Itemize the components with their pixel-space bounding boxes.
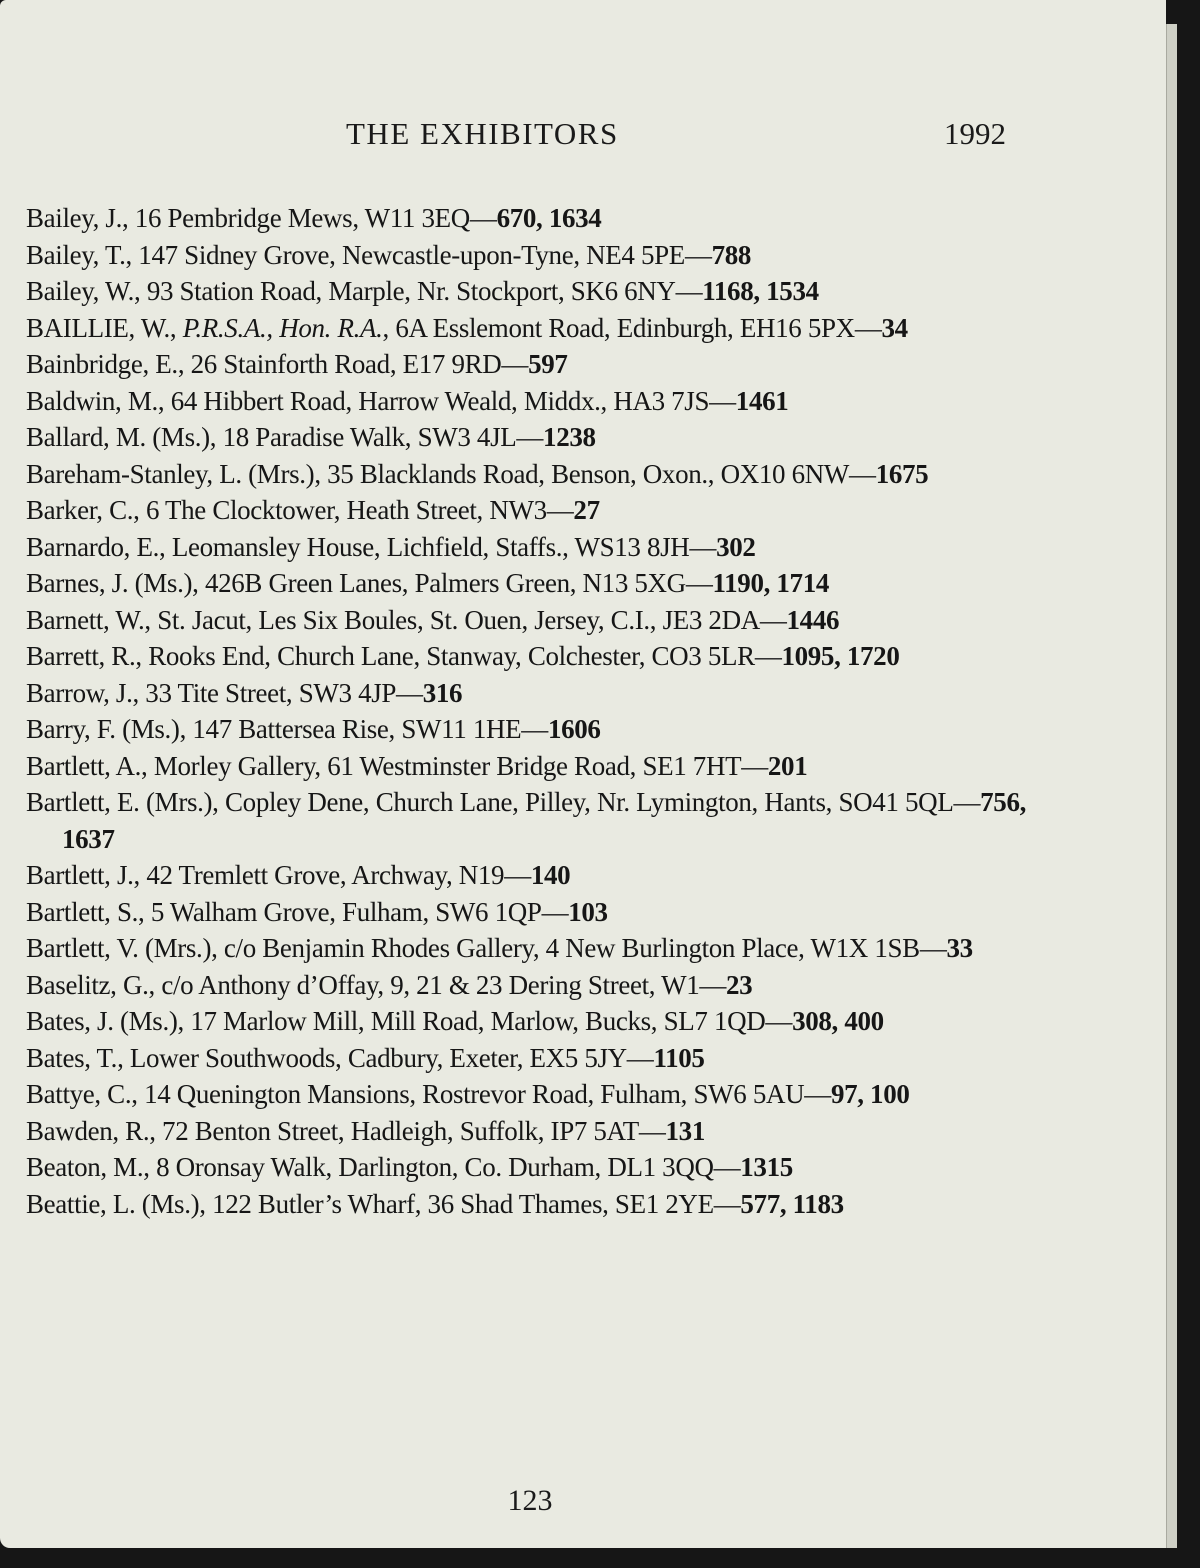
exhibit-numbers: 97, 100 <box>830 1079 910 1109</box>
exhibitor-entry: Ballard, M. (Ms.), 18 Paradise Walk, SW3 4JL—1238 <box>26 422 596 452</box>
exhibitor-address: 33 Tite Street, SW3 4JP <box>145 677 397 708</box>
exhibitor-name: Bartlett, J. <box>26 860 134 890</box>
exhibitor-address: 26 Stainforth Road, E17 9RD <box>190 349 502 379</box>
exhibit-numbers: 788 <box>711 239 752 270</box>
exhibitor-address: 6 The Clocktower, Heath Street, NW3 <box>145 495 547 525</box>
exhibitor-name: Bailey, J. <box>26 203 122 233</box>
running-head-title: THE EXHIBITORS <box>346 116 619 151</box>
exhibitor-address: 42 Tremlett Grove, Archway, N19 <box>146 860 505 890</box>
exhibitor-name: Barker, C. <box>26 495 134 525</box>
exhibitor-name: Battye, C. <box>26 1079 132 1109</box>
exhibitor-name: Barry, F. (Ms.) <box>26 714 180 744</box>
exhibitor-name: Bates, J. (Ms.) <box>26 1006 178 1036</box>
exhibitor-name: Beattie, L. (Ms.) <box>26 1188 200 1219</box>
exhibitor-address: 14 Quenington Mansions, Rostrevor Road, Fulham, SW6 5AU <box>144 1079 805 1109</box>
exhibitor-entry: Barry, F. (Ms.), 147 Battersea Rise, SW11 1HE—1606 <box>26 714 601 744</box>
exhibit-numbers: 756, 1637 <box>62 787 1026 854</box>
page-edge <box>1166 24 1177 1548</box>
exhibitor-entry: Baldwin, M., 64 Hibbert Road, Harrow Weald, Middx., HA3 7JS—1461 <box>26 385 789 416</box>
exhibit-numbers: 1675 <box>875 458 929 489</box>
page-number: 123 <box>507 1484 553 1517</box>
exhibitor-entry: Bawden, R., 72 Benton Street, Hadleigh, Suffolk, IP7 5AT—131 <box>26 1115 705 1146</box>
exhibitor-name: Bawden, R. <box>26 1115 150 1146</box>
exhibitor-entry: Bartlett, S., 5 Walham Grove, Fulham, SW6 1QP—103 <box>26 896 608 927</box>
exhibitor-address: 147 Sidney Grove, Newcastle-upon-Tyne, NE4 5PE <box>138 239 685 270</box>
exhibitor-address: 72 Benton Street, Hadleigh, Suffolk, IP7 5AT <box>162 1115 639 1146</box>
exhibit-numbers: 670, 1634 <box>496 203 602 233</box>
exhibitor-list <box>26 200 1026 1222</box>
exhibitor-address: 8 Oronsay Walk, Darlington, Co. Durham, DL1 3QQ <box>156 1152 714 1182</box>
exhibitor-name: Bartlett, V. (Mrs.) <box>26 933 212 963</box>
exhibitor-address: c/o Benjamin Rhodes Gallery, 4 New Burlington Place, W1X 1SB <box>223 933 920 963</box>
exhibitor-name: Bartlett, E. (Mrs.) <box>26 787 213 817</box>
exhibitor-name: Barnett, W. <box>26 604 145 635</box>
exhibitor-name: Baselitz, G. <box>26 969 149 1000</box>
exhibitor-address: St. Jacut, Les Six Boules, St. Ouen, Jersey, C.I., JE3 2DA <box>157 604 760 635</box>
exhibit-numbers: 34 <box>881 312 908 343</box>
running-head-year: 1992 <box>944 116 1006 151</box>
exhibit-numbers: 1168, 1534 <box>702 276 819 306</box>
exhibitor-entry: Battye, C., 14 Quenington Mansions, Rostrevor Road, Fulham, SW6 5AU—97, 100 <box>26 1079 910 1109</box>
exhibit-numbers: 1190, 1714 <box>712 568 829 598</box>
exhibitor-address: 6A Esslemont Road, Edinburgh, EH16 5PX <box>395 312 855 343</box>
exhibitor-name: Bailey, W. <box>26 276 134 306</box>
running-head <box>0 116 1166 156</box>
exhibitor-address: c/o Anthony d’Offay, 9, 21 & 23 Dering Street, W1 <box>161 969 700 1000</box>
exhibitor-entry: Barrett, R., Rooks End, Church Lane, Stanway, Colchester, CO3 5LR—1095, 1720 <box>26 641 900 671</box>
exhibitor-address: Rooks End, Church Lane, Stanway, Colchester, CO3 5LR <box>148 641 755 671</box>
exhibitor-name: Barnes, J. (Ms.) <box>26 568 193 598</box>
exhibitor-entry: Barker, C., 6 The Clocktower, Heath Street, NW3—27 <box>26 495 600 525</box>
exhibitor-name: Bareham-Stanley, L. (Mrs.) <box>26 458 315 489</box>
exhibit-numbers: 597 <box>528 349 568 379</box>
exhibitor-address: 18 Paradise Walk, SW3 4JL <box>222 422 517 452</box>
exhibit-numbers: 131 <box>665 1115 705 1146</box>
exhibit-numbers: 1238 <box>543 422 596 452</box>
exhibit-numbers: 1315 <box>740 1152 793 1182</box>
exhibitor-address: 5 Walham Grove, Fulham, SW6 1QP <box>150 896 542 927</box>
exhibit-numbers: 1095, 1720 <box>781 641 900 671</box>
exhibitor-address: Copley Dene, Church Lane, Pilley, Nr. Lymington, Hants, SO41 5QL <box>225 787 954 817</box>
exhibitor-honours: P.R.S.A., Hon. R.A. <box>182 312 383 343</box>
exhibit-numbers: 316 <box>422 677 463 708</box>
exhibitor-entry: Bailey, W., 93 Station Road, Marple, Nr. Stockport, SK6 6NY—1168, 1534 <box>26 276 819 306</box>
exhibitor-address: 93 Station Road, Marple, Nr. Stockport, SK6 6NY <box>146 276 676 306</box>
exhibitor-entry: Barnett, W., St. Jacut, Les Six Boules, St. Ouen, Jersey, C.I., JE3 2DA—1446 <box>26 604 840 635</box>
exhibitor-name: Bainbridge, E. <box>26 349 178 379</box>
exhibitor-entry: Bartlett, J., 42 Tremlett Grove, Archway, N19—140 <box>26 860 571 890</box>
exhibitor-entry: Baselitz, G., c/o Anthony d’Offay, 9, 21 & 23 Dering Street, W1—23 <box>26 969 753 1000</box>
exhibitor-name: Ballard, M. (Ms.) <box>26 422 210 452</box>
exhibitor-address: 17 Marlow Mill, Mill Road, Marlow, Bucks, SL7 1QD <box>190 1006 766 1036</box>
exhibitor-name: Bartlett, A. <box>26 750 142 781</box>
exhibit-numbers: 201 <box>767 750 808 781</box>
exhibitor-address: 35 Blacklands Road, Benson, Oxon., OX10 6NW <box>327 458 850 489</box>
exhibitor-entry: Bareham-Stanley, L. (Mrs.), 35 Blacklands Road, Benson, Oxon., OX10 6NW—1675 <box>26 458 929 489</box>
exhibit-numbers: 308, 400 <box>792 1006 884 1036</box>
exhibitor-entry: Bartlett, V. (Mrs.), c/o Benjamin Rhodes Gallery, 4 New Burlington Place, W1X 1SB—33 <box>26 933 973 963</box>
exhibitor-name: Bailey, T. <box>26 239 126 270</box>
exhibitor-entry: Beattie, L. (Ms.), 122 Butler’s Wharf, 36 Shad Thames, SE1 2YE—577, 1183 <box>26 1188 844 1219</box>
exhibitor-entry: Barnes, J. (Ms.), 426B Green Lanes, Palmers Green, N13 5XG—1190, 1714 <box>26 568 829 598</box>
exhibitor-address: 122 Butler’s Wharf, 36 Shad Thames, SE1 2YE <box>212 1188 714 1219</box>
exhibitor-address: 16 Pembridge Mews, W11 3EQ <box>134 203 470 233</box>
exhibit-numbers: 33 <box>946 933 973 963</box>
exhibit-numbers: 1446 <box>786 604 840 635</box>
exhibitor-name: Bartlett, S. <box>26 896 139 927</box>
exhibitor-name: BAILLIE, W. <box>26 312 170 343</box>
exhibitor-entry: Bartlett, A., Morley Gallery, 61 Westminster Bridge Road, SE1 7HT—201 <box>26 750 808 781</box>
exhibitor-name: Baldwin, M. <box>26 385 158 416</box>
exhibitor-entry: Bartlett, E. (Mrs.), Copley Dene, Church Lane, Pilley, Nr. Lymington, Hants, SO41 5QL—756, 1637 <box>26 787 1026 854</box>
exhibit-numbers: 103 <box>568 896 608 927</box>
exhibit-numbers: 27 <box>573 495 600 525</box>
exhibitor-address: Leomansley House, Lichfield, Staffs., WS13 8JH <box>171 531 690 562</box>
exhibitor-entry: Bailey, J., 16 Pembridge Mews, W11 3EQ—670, 1634 <box>26 203 602 233</box>
exhibitor-name: Beaton, M. <box>26 1152 144 1182</box>
exhibitor-entry: Beaton, M., 8 Oronsay Walk, Darlington, Co. Durham, DL1 3QQ—1315 <box>26 1152 793 1182</box>
exhibitor-entry: Bates, T., Lower Southwoods, Cadbury, Exeter, EX5 5JY—1105 <box>26 1042 705 1073</box>
exhibitor-entry: Bailey, T., 147 Sidney Grove, Newcastle-upon-Tyne, NE4 5PE—788 <box>26 239 752 270</box>
exhibitor-entry: Barnardo, E., Leomansley House, Lichfield, Staffs., WS13 8JH—302 <box>26 531 756 562</box>
exhibitor-name: Barrow, J. <box>26 677 133 708</box>
exhibitor-address: Lower Southwoods, Cadbury, Exeter, EX5 5JY <box>129 1042 627 1073</box>
exhibit-numbers: 23 <box>726 969 753 1000</box>
exhibitor-name: Barrett, R. <box>26 641 136 671</box>
exhibitor-name: Bates, T. <box>26 1042 118 1073</box>
exhibit-numbers: 140 <box>530 860 571 890</box>
exhibit-numbers: 1606 <box>547 714 601 744</box>
exhibitor-entry: Barrow, J., 33 Tite Street, SW3 4JP—316 <box>26 677 463 708</box>
exhibitor-address: 426B Green Lanes, Palmers Green, N13 5XG <box>204 568 686 598</box>
exhibit-numbers: 1105 <box>653 1042 705 1073</box>
exhibitor-address: 147 Battersea Rise, SW11 1HE <box>192 714 522 744</box>
exhibit-numbers: 577, 1183 <box>740 1188 844 1219</box>
exhibit-numbers: 302 <box>716 531 756 562</box>
exhibitor-entry: Bainbridge, E., 26 Stainforth Road, E17 9RD—597 <box>26 349 568 379</box>
exhibitor-entry: BAILLIE, W., P.R.S.A., Hon. R.A., 6A Esslemont Road, Edinburgh, EH16 5PX—34 <box>26 312 908 343</box>
exhibitor-entry: Bates, J. (Ms.), 17 Marlow Mill, Mill Road, Marlow, Bucks, SL7 1QD—308, 400 <box>26 1006 884 1036</box>
exhibitor-address: Morley Gallery, 61 Westminster Bridge Road, SE1 7HT <box>153 750 742 781</box>
exhibit-numbers: 1461 <box>735 385 789 416</box>
exhibitor-address: 64 Hibbert Road, Harrow Weald, Middx., HA3 7JS <box>170 385 710 416</box>
exhibitor-name: Barnardo, E. <box>26 531 160 562</box>
